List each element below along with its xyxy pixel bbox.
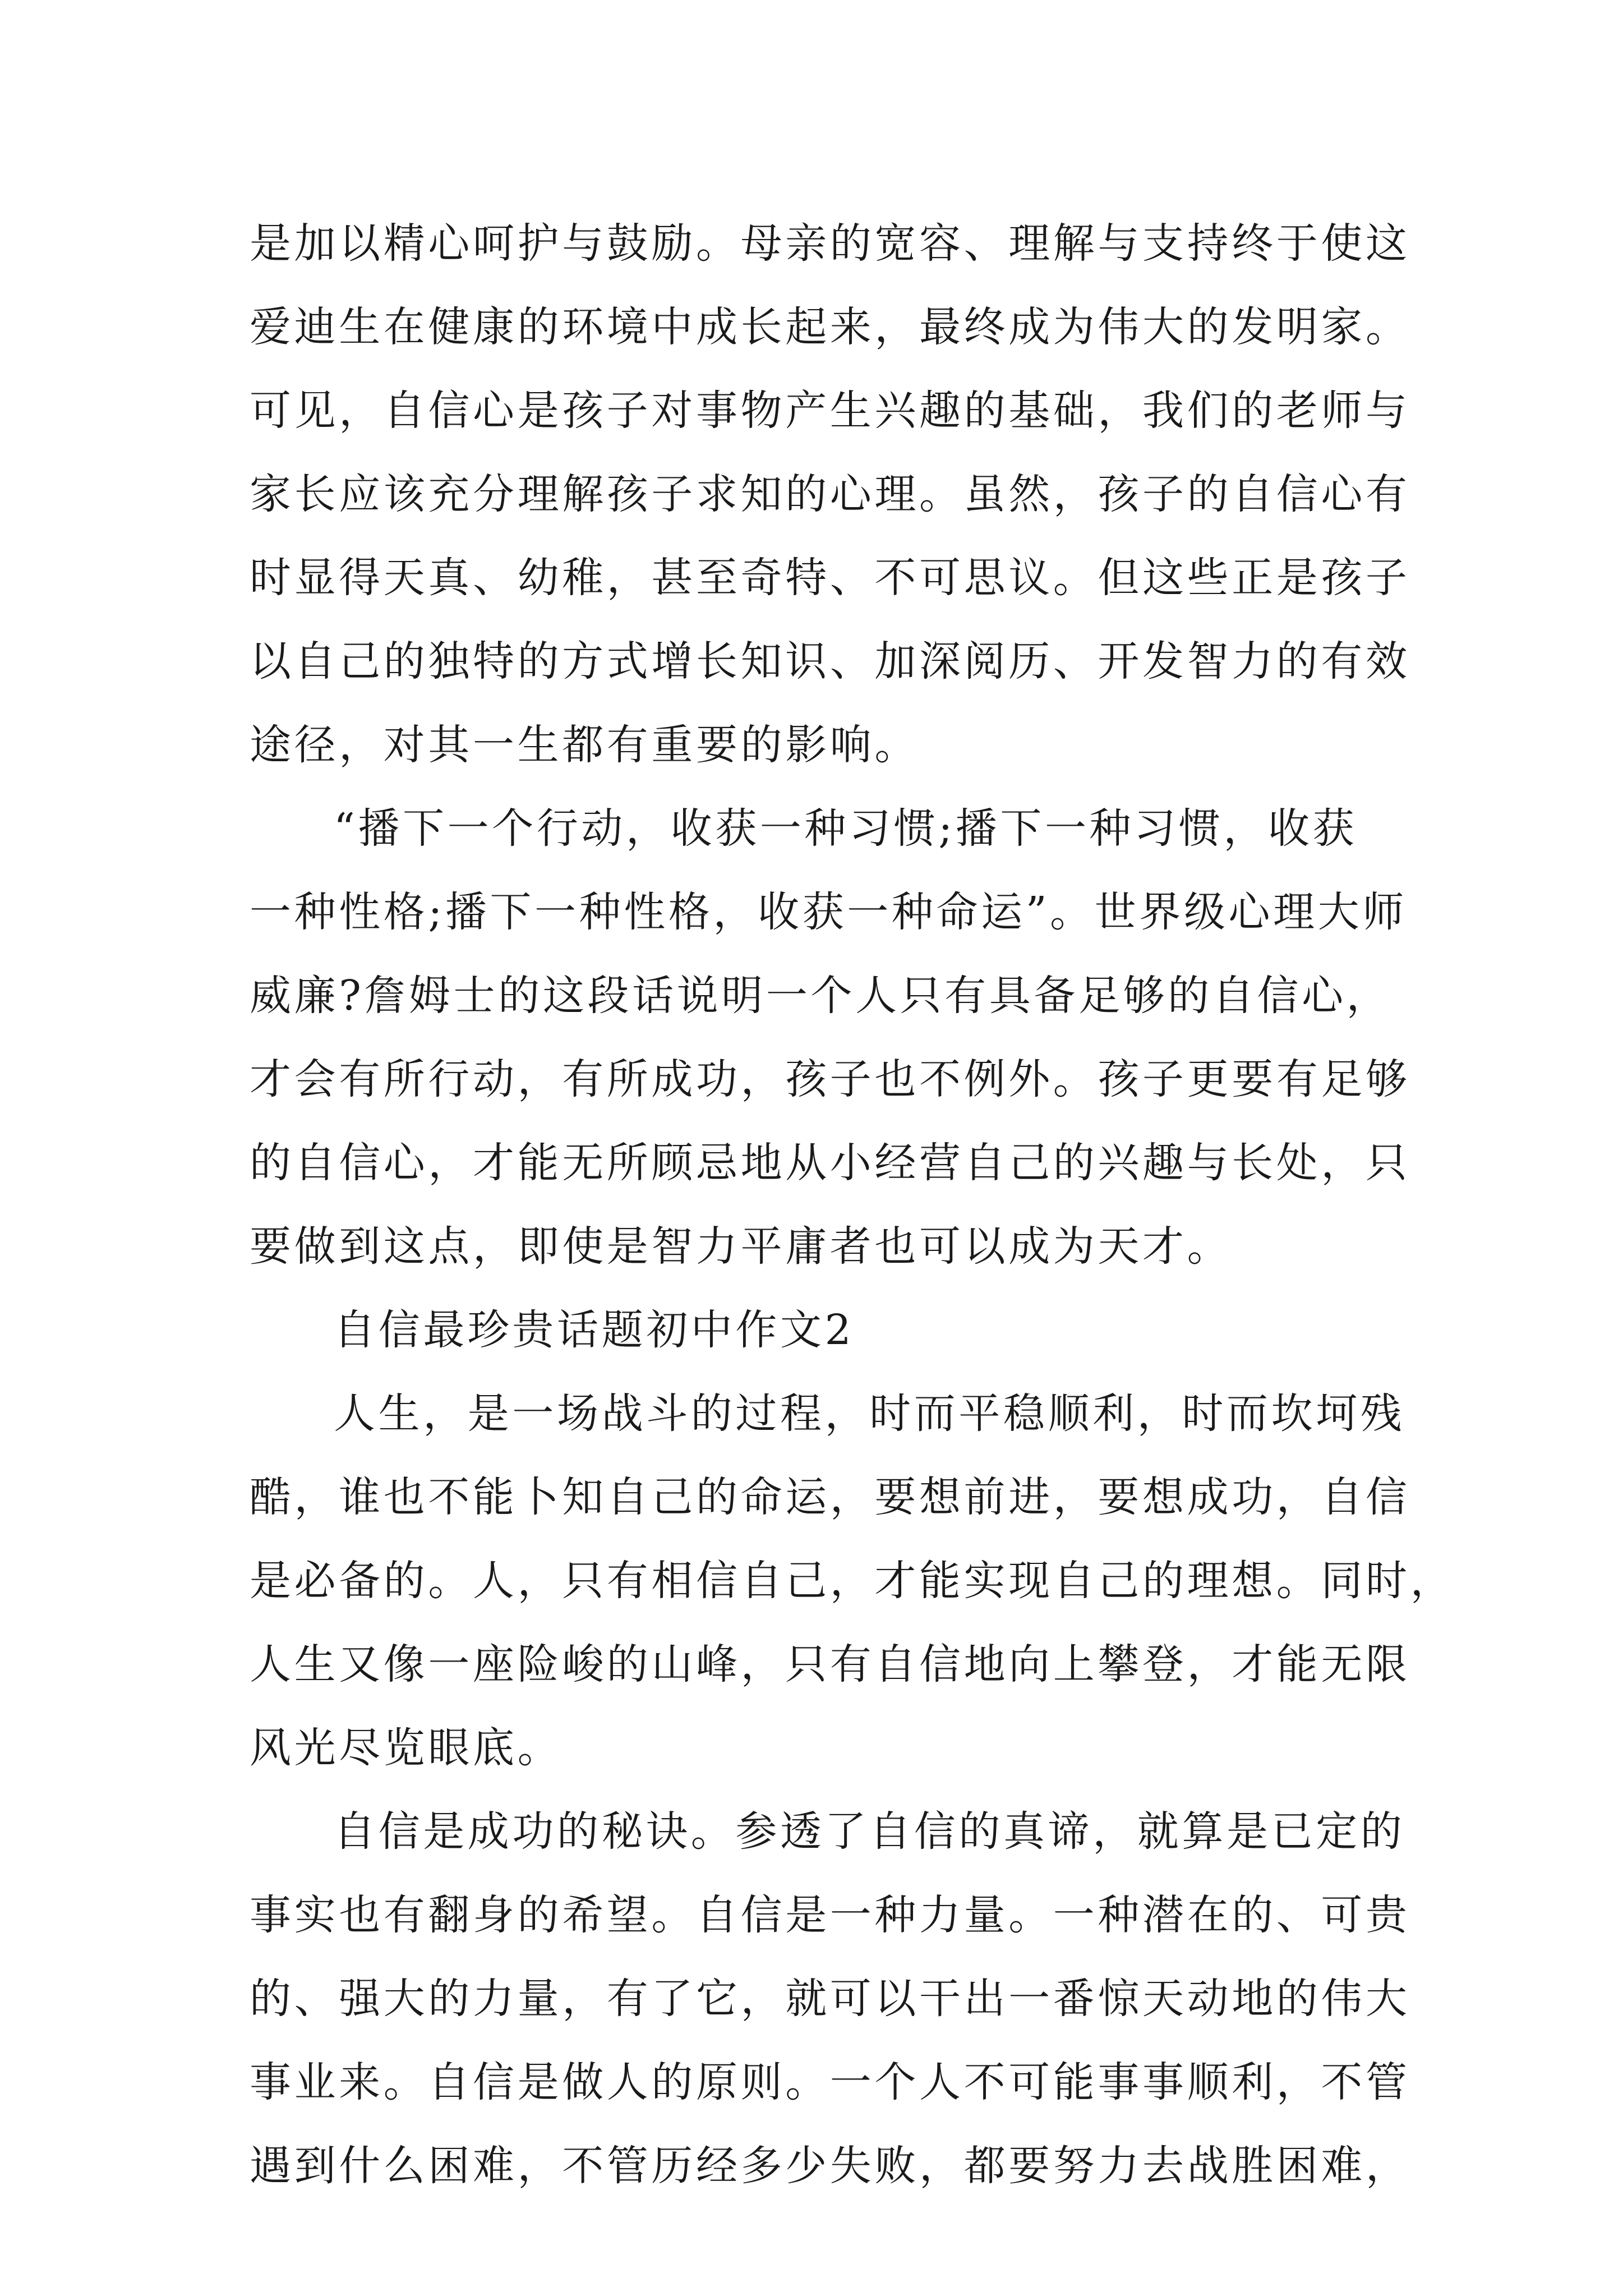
text-line: 的、强大的力量，有了它，就可以干出一番惊天动地的伟大 [250, 1975, 1410, 2023]
text-line: 才会有所行动，有所成功，孩子也不例外。孩子更要有足够 [250, 1055, 1410, 1103]
text-line: 人生又像一座险峻的山峰，只有自信地向上攀登，才能无限 [250, 1640, 1410, 1688]
document-body [250, 202, 1455, 2208]
text-line: 是加以精心呵护与鼓励。母亲的宽容、理解与支持终于使这 [250, 219, 1410, 268]
text-line: 可见，自信心是孩子对事物产生兴趣的基础，我们的老师与 [250, 386, 1410, 435]
text-line: 威廉?詹姆士的这段话说明一个人只有具备足够的自信心， [250, 972, 1391, 1020]
text-line: 一种性格;播下一种性格，收获一种命运”。世界级心理大师 [250, 888, 1407, 936]
text-line: 酷，谁也不能卜知自己的命运，要想前进，要想成功，自信 [250, 1473, 1410, 1521]
text-line: 遇到什么困难，不管历经多少失败，都要努力去战胜困难， [250, 2142, 1410, 2190]
text-line: 风光尽览眼底。 [250, 1724, 562, 1772]
text-line: 要做到这点，即使是智力平庸者也可以成为天才。 [250, 1222, 1232, 1271]
text-line: 时显得天真、幼稚，甚至奇特、不可思议。但这些正是孩子 [250, 554, 1410, 602]
text-line: 事业来。自信是做人的原则。一个人不可能事事顺利，不管 [250, 2058, 1410, 2106]
paragraph-start-line: 人生，是一场战斗的过程，时而平稳顺利，时而坎坷残 [334, 1389, 1405, 1438]
text-line: 家长应该充分理解孩子求知的心理。虽然，孩子的自信心有 [250, 470, 1410, 518]
paragraph-start-line: 自信是成功的秘诀。参透了自信的真谛，就算是已定的 [334, 1807, 1405, 1856]
section-heading: 自信最珍贵话题初中作文2 [334, 1306, 855, 1354]
text-line: 事实也有翻身的希望。自信是一种力量。一种潜在的、可贵 [250, 1891, 1410, 1939]
text-line: 爱迪生在健康的环境中成长起来，最终成为伟大的发明家。 [250, 303, 1410, 351]
text-line: 的自信心，才能无所顾忌地从小经营自己的兴趣与长处，只 [250, 1139, 1410, 1187]
paragraph-start-line: “播下一个行动，收获一种习惯;播下一种习惯，收获 [334, 804, 1358, 853]
text-line: 以自己的独特的方式增长知识、加深阅历、开发智力的有效 [250, 637, 1410, 685]
text-line: 是必备的。人，只有相信自己，才能实现自己的理想。同时， [250, 1557, 1455, 1605]
text-line: 途径，对其一生都有重要的影响。 [250, 721, 919, 769]
